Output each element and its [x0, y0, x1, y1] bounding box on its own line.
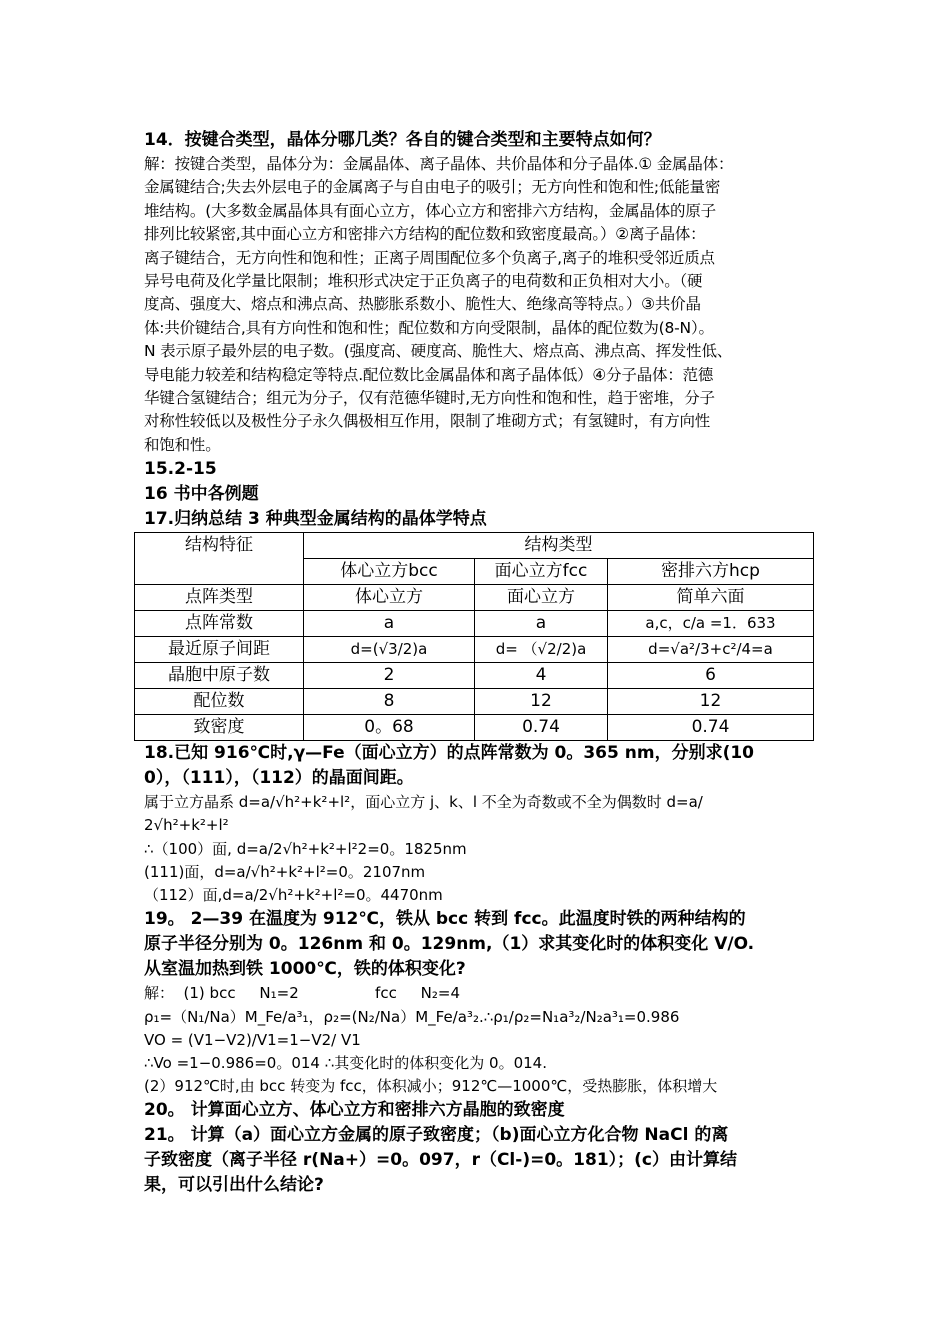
table-row [135, 637, 814, 663]
table-row [135, 585, 814, 611]
q14-line: 离子键结合，无方向性和饱和性；正离子周围配位多个负离子,离子的堆积受邻近质点 [144, 248, 715, 267]
col-bcc: 体心立方bcc [304, 559, 475, 585]
q18-line: ∴（100）面, d=a/2√h²+k²+l²2=0。1825nm [144, 839, 467, 858]
q18-line: (111)面，d=a/√h²+k²+l²=0。2107nm [144, 862, 426, 881]
q14-line: 堆结构。(大多数金属晶体具有面心立方，体心立方和密排六方结构，金属晶体的原子 [144, 201, 716, 220]
document-page [144, 128, 814, 1198]
q14-line: N 表示原子最外层的电子数。(强度高、硬度高、脆性大、熔点高、沸点高、挥发性低、 [144, 342, 733, 361]
table-row [135, 689, 814, 715]
q14-title: 14．按键合类型，晶体分哪几类？各自的键合类型和主要特点如何？ [144, 130, 661, 150]
q14-line: 度高、强度大、熔点和沸点高、热膨胀系数小、脆性大、绝缘高等特点。）③共价晶 [144, 295, 701, 314]
row-label: 最近原子间距 [135, 637, 304, 663]
cell-fcc: 12 [475, 689, 608, 715]
cell-bcc: 2 [304, 663, 475, 689]
table-row [135, 663, 814, 689]
cell-fcc: d= （√2/2)a [475, 637, 608, 663]
header-structure-feature: 结构特征 [135, 533, 304, 585]
q19-line: ρ₁=（N₁/Na）M_Fe/a³₁，ρ₂=(N₂/Na）M_Fe/a³₂.∴ρ₁/ρ₂=N₁a³₂/N₂a³₁=0.986 [144, 1007, 680, 1026]
row-label: 致密度 [135, 715, 304, 741]
q14-line: 排列比较紧密,其中面心立方和密排六方结构的配位数和致密度最高。）②离子晶体： [144, 225, 706, 244]
row-label: 晶胞中原子数 [135, 663, 304, 689]
q15-heading: 15.2-15 [144, 459, 217, 480]
cell-hcp: 12 [608, 689, 814, 715]
cell-bcc: 8 [304, 689, 475, 715]
q19-line: ∴Vo =1−0.986=0。014 ∴其变化时的体积变化为 0。014. [144, 1053, 547, 1072]
q14-line: 和饱和性。 [144, 435, 221, 454]
cell-hcp: 0.74 [608, 715, 814, 741]
crystal-structure-table [134, 532, 814, 741]
q14-line: 体:共价键结合,具有方向性和饱和性；配位数和方向受限制，晶体的配位数为(8-N）。 [144, 318, 714, 337]
cell-bcc: 体心立方 [304, 585, 475, 611]
q19-line: (2）912℃时,由 bcc 转变为 fcc，体积减小；912℃—1000℃，受热膨胀，体积增大 [144, 1077, 718, 1096]
q21-title: 21。 计算（a）面心立方金属的原子致密度；（b)面心立方化合物 NaCl 的离 [144, 1125, 729, 1146]
q19-line: 解： (1) bcc N₁=2 fcc N₂=4 [144, 984, 461, 1003]
q17-title: 17.归纳总结 3 种典型金属结构的晶体学特点 [144, 509, 487, 530]
cell-bcc: d=(√3/2)a [304, 637, 475, 663]
q18-line: （112）面,d=a/2√h²+k²+l²=0。4470nm [144, 886, 443, 905]
col-fcc: 面心立方fcc [475, 559, 608, 585]
q19-title: 原子半径分别为 0。126nm 和 0。129nm,（1）求其变化时的体积变化 V/O. [144, 934, 755, 955]
q21-title: 果，可以引出什么结论? [144, 1175, 324, 1196]
q14-line: 对称性较低以及极性分子永久偶极相互作用，限制了堆砌方式；有氢键时，有方向性 [144, 412, 711, 431]
q21-title: 子致密度（离子半径 r(Na+）=0。097，r（Cl-)=0。181）；(c）由计算结 [144, 1150, 737, 1171]
q16-heading: 16 书中各例题 [144, 484, 259, 505]
table-row [135, 611, 814, 637]
table-row [135, 715, 814, 741]
cell-hcp: 简单六面 [608, 585, 814, 611]
cell-bcc: 0。68 [304, 715, 475, 741]
cell-hcp: 6 [608, 663, 814, 689]
q20-heading: 20。 计算面心立方、体心立方和密排六方晶胞的致密度 [144, 1100, 565, 1121]
q14-line: 导电能力较差和结构稳定等特点.配位数比金属晶体和离子晶体低）④分子晶体：范德 [144, 365, 714, 384]
q19-title: 从室温加热到铁 1000℃，铁的体积变化? [144, 959, 466, 980]
row-label: 点阵类型 [135, 585, 304, 611]
q14-line: 解：按键合类型，晶体分为：金属晶体、离子晶体、共价晶体和分子晶体.① 金属晶体： [144, 155, 734, 173]
cell-fcc: 4 [475, 663, 608, 689]
row-label: 点阵常数 [135, 611, 304, 637]
cell-fcc: 面心立方 [475, 585, 608, 611]
q14-line: 华键合氢键结合；组元为分子，仅有范德华键时,无方向性和饱和性，趋于密堆，分子 [144, 389, 715, 408]
q18-title: 0），（111），（112）的晶面间距。 [144, 768, 414, 789]
q18-line: 属于立方晶系 d=a/√h²+k²+l²，面心立方 j、k、l 不全为奇数或不全为偶数时 d=a/ [144, 793, 703, 812]
cell-fcc: 0.74 [475, 715, 608, 741]
q14-line: 异号电荷及化学量比限制；堆积形式决定于正负离子的电荷数和正负相对大小。（硬 [144, 272, 703, 291]
cell-bcc: a [304, 611, 475, 637]
header-structure-type: 结构类型 [304, 533, 814, 559]
q18-line: 2√h²+k²+l² [144, 816, 229, 835]
row-label: 配位数 [135, 689, 304, 715]
q19-title: 19。 2—39 在温度为 912℃，铁从 bcc 转到 fcc。此温度时铁的两种结构的 [144, 909, 746, 930]
cell-hcp: d=√a²/3+c²/4=a [608, 637, 814, 663]
cell-fcc: a [475, 611, 608, 637]
q18-title: 18.已知 916℃时,γ—Fe（面心立方）的点阵常数为 0。365 nm，分别求(10 [144, 743, 754, 764]
col-hcp: 密排六方hcp [608, 559, 814, 585]
cell-hcp: a,c，c/a =1．633 [608, 611, 814, 637]
q19-line: VO = (V1−V2)/V1=1−V2/ V1 [144, 1030, 361, 1049]
q14-line: 金属键结合;失去外层电子的金属离子与自由电子的吸引；无方向性和饱和性;低能量密 [144, 178, 721, 197]
q14-answer [144, 153, 814, 457]
